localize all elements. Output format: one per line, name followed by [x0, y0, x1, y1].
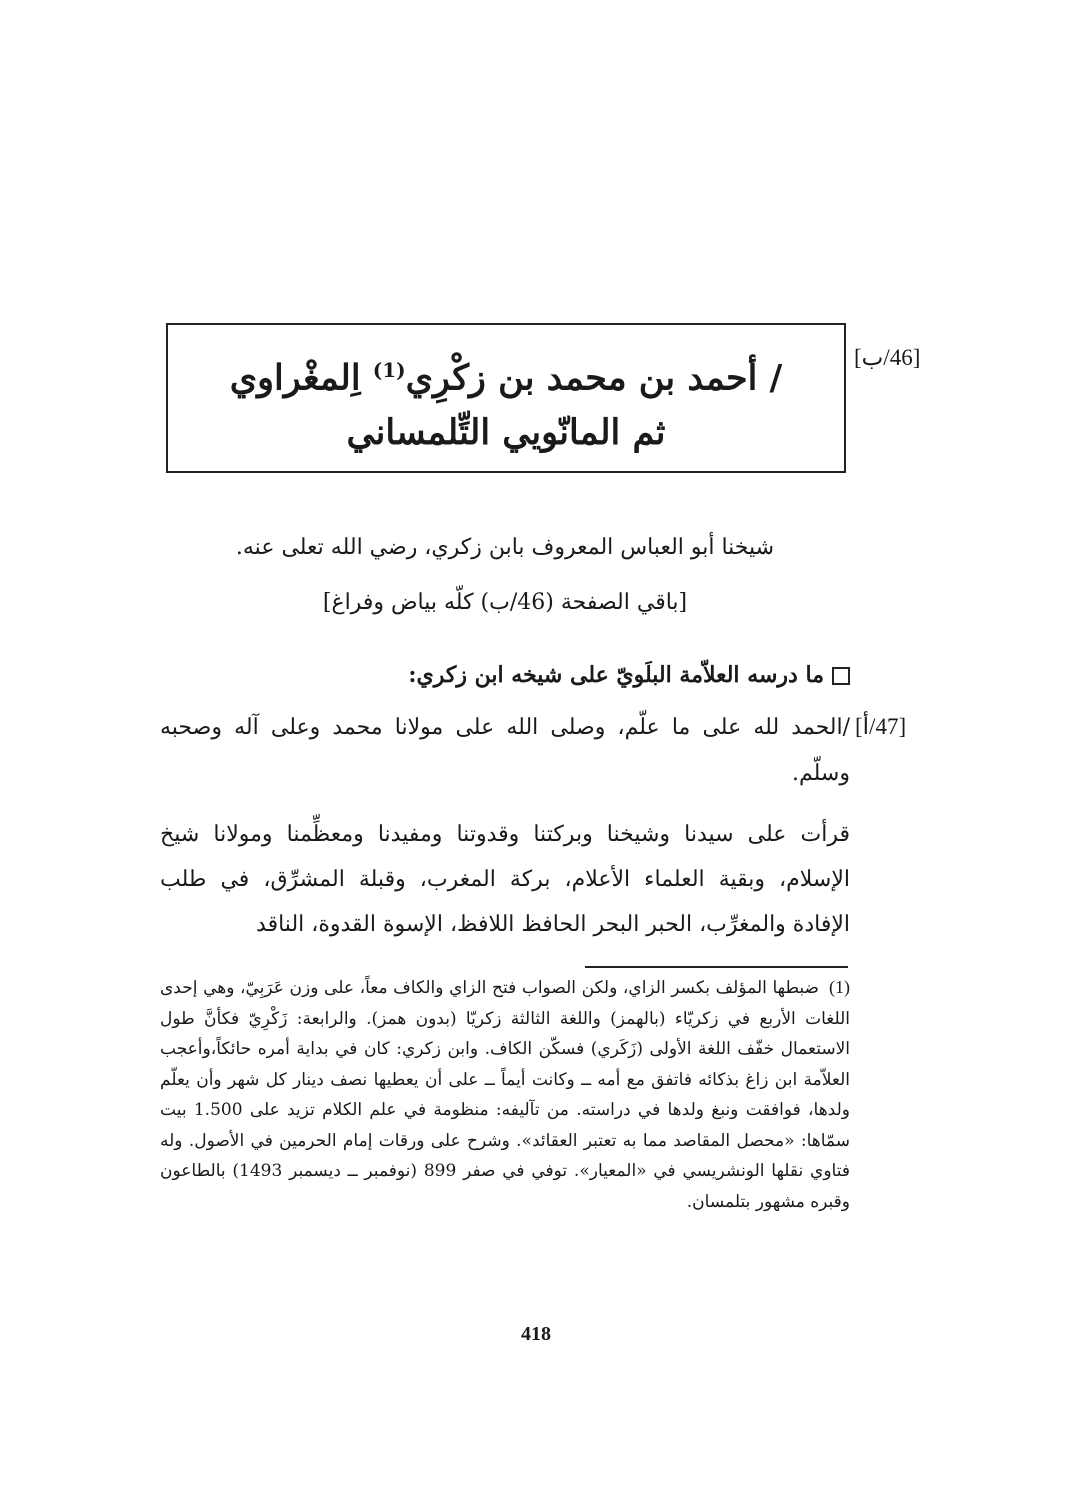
invocation-paragraph: /الحمد لله على ما علّم، وصلى الله على مولانا محمد وعلى آله وصحبه وسلّم.: [160, 715, 850, 786]
square-outline-icon: [832, 667, 850, 685]
title-box: [166, 323, 846, 473]
title-nisba: اِلمغْراوي: [229, 357, 361, 399]
page-number: 418: [521, 1323, 551, 1345]
blank-page-note: [باقي الصفحة (46/ب) كلّه بياض وفراغ]: [322, 590, 688, 615]
main-paragraph: قرأت على سيدنا وشيخنا وبركتنا وقدوتنا ومفيدنا ومعظِّمنا ومولانا شيخ الإسلام، وبقية العلماء الأعلام، بركة المغرب، وقبلة المشرِّق، في طلب الإفادة والمغرِّب، الحبر البحر الحافظ اللافظ، الإسوة القدوة، الناقد: [160, 822, 850, 937]
section-heading: [160, 662, 850, 688]
title-line-1: [168, 343, 844, 406]
section-heading-text: ما درسه العلاّمة البلَويّ على شيخه ابن زكري:: [408, 662, 824, 688]
folio-marker-47a: [47/أ]: [855, 714, 907, 739]
title-footnote-ref: (1): [372, 358, 406, 382]
folio-marker-46b: [46/ب]: [854, 345, 921, 370]
title-name: / أحمد بن محمد بن زكْرِي: [405, 357, 783, 399]
footnote-separator: [585, 966, 848, 968]
intro-line: شيخنا أبو العباس المعروف بابن زكري، رضي الله تعلى عنه.: [235, 535, 775, 560]
footnote-number: (1): [829, 977, 850, 997]
title-line-2: ثم المانّويي التِّلمساني: [346, 411, 666, 453]
footnote: [160, 972, 850, 1217]
footnote-text: ضبطها المؤلف بكسر الزاي، ولكن الصواب فتح الزاي والكاف معاً، على وزن عَرَبِيّ، وهي إحدى اللغات الأربع في زكريّاء (بالهمز) واللغة الثالثة زكريّا (بدون همز). والرابعة: زَكْرِيّ فكأنَّ طول الاستعمال خفّف اللغة الأولى (زَكَري) فسكّن الكاف. وابن زكري: كان في بداية أمره حائكاً،وأعجب العلاّمة ابن زاغ بذكائه فاتفق مع أمه ــ وكانت أيماً ــ على أن يعطيها نصف دينار كل شهر وأن يعلّم ولدها، فوافقت ونبغ ولدها في دراسته. من تآليفه: منظومة في علم الكلام تزيد على 1.500 بيت سمّاها: «محصل المقاصد مما به تعتبر العقائد». وشرح على ورقات إمام الحرمين في الأصول. وله فتاوي نقلها الونشريسي في «المعيار». توفي في صفر 899 (نوفمبر ــ ديسمبر 1493) بالطاعون وقبره مشهور بتلمسان.: [160, 978, 850, 1212]
